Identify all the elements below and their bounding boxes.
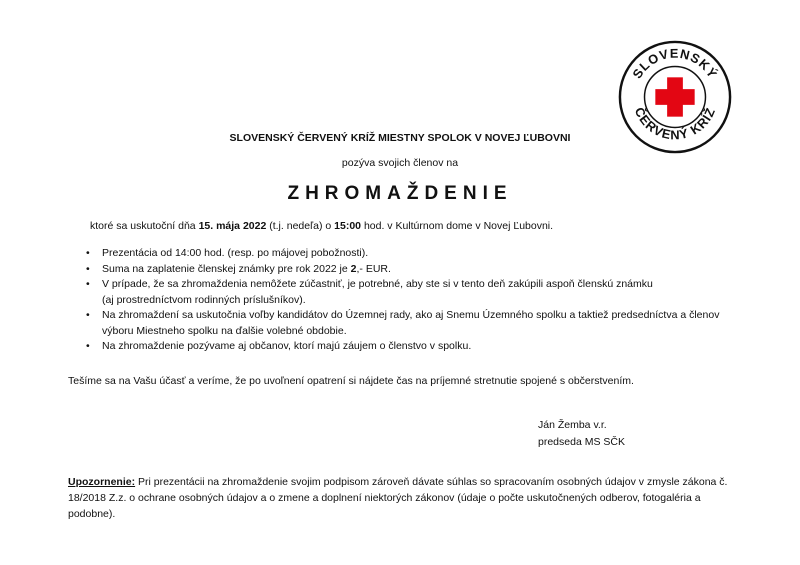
event-text-2: (t.j. nedeľa) o — [266, 220, 335, 232]
list-item: • Na zhromaždení sa uskutočnia voľby kandidátov do Územnej rady, ako aj Snemu Územného spolku a taktiež predsedníctva a členov výboru Miestneho spolku na ďalšie volebné obdobie. — [70, 308, 730, 339]
list-item: • V prípade, že sa zhromaždenia nemôžete zúčastniť, je potrebné, aby ste si v tento deň zakúpili aspoň členskú známku (aj prostredníctvom rodinných príslušníkov). — [70, 277, 730, 308]
notice-text: Pri prezentácii na zhromaždenie svojim podpisom zároveň dávate súhlas so spracovaním osobných údajov v zmysle zákona č. 18/2018 Z.z. o ochrane osobných údajov a o zmene a doplnení niektorých zákonov (údaje o počte uskutočnených odberov, fotogaléria a podobne). — [68, 476, 728, 520]
list-item: • Na zhromaždenie pozývame aj občanov, ktorí majú záujem o členstvo v spolku. — [70, 339, 730, 355]
signature-block — [538, 417, 625, 451]
event-date: 15. mája 2022 — [198, 220, 267, 232]
page-title: ZHROMAŽDENIE — [287, 183, 513, 204]
fee-amount: 2 — [350, 262, 357, 275]
invite-line: pozýva svojich členov na — [341, 157, 459, 169]
red-cross-icon — [655, 77, 694, 116]
notice-paragraph — [68, 474, 728, 522]
info-list — [70, 246, 730, 355]
signature-role: predseda MS SČK — [538, 436, 625, 448]
event-details — [90, 220, 553, 232]
event-text-3: hod. v Kultúrnom dome v Novej Ľubovni. — [361, 220, 554, 232]
closing-paragraph: Tešíme sa na Vašu účasť a veríme, že po uvoľnení opatrení si nájdete čas na príjemné stretnutie spojené s občerstvením. — [68, 375, 634, 387]
logo-bottom-text: ČERVENÝ KRÍŽ — [631, 104, 719, 143]
list-item: • Suma na zaplatenie členskej známky pre rok 2022 je 2,- EUR. — [70, 262, 730, 278]
event-text-1: ktoré sa uskutoční dňa — [90, 220, 199, 232]
list-item: • Prezentácia od 14:00 hod. (resp. po májovej pobožnosti). — [70, 246, 730, 262]
signature-name: Ján Žemba v.r. — [538, 419, 607, 431]
logo-top-text: SLOVENSKÝ — [629, 45, 721, 82]
event-time: 15:00 — [334, 220, 362, 232]
organization-title: SLOVENSKÝ ČERVENÝ KRÍŽ MIESTNY SPOLOK V NOVEJ ĽUBOVNI — [229, 132, 571, 144]
notice-label: Upozornenie: — [68, 476, 136, 488]
